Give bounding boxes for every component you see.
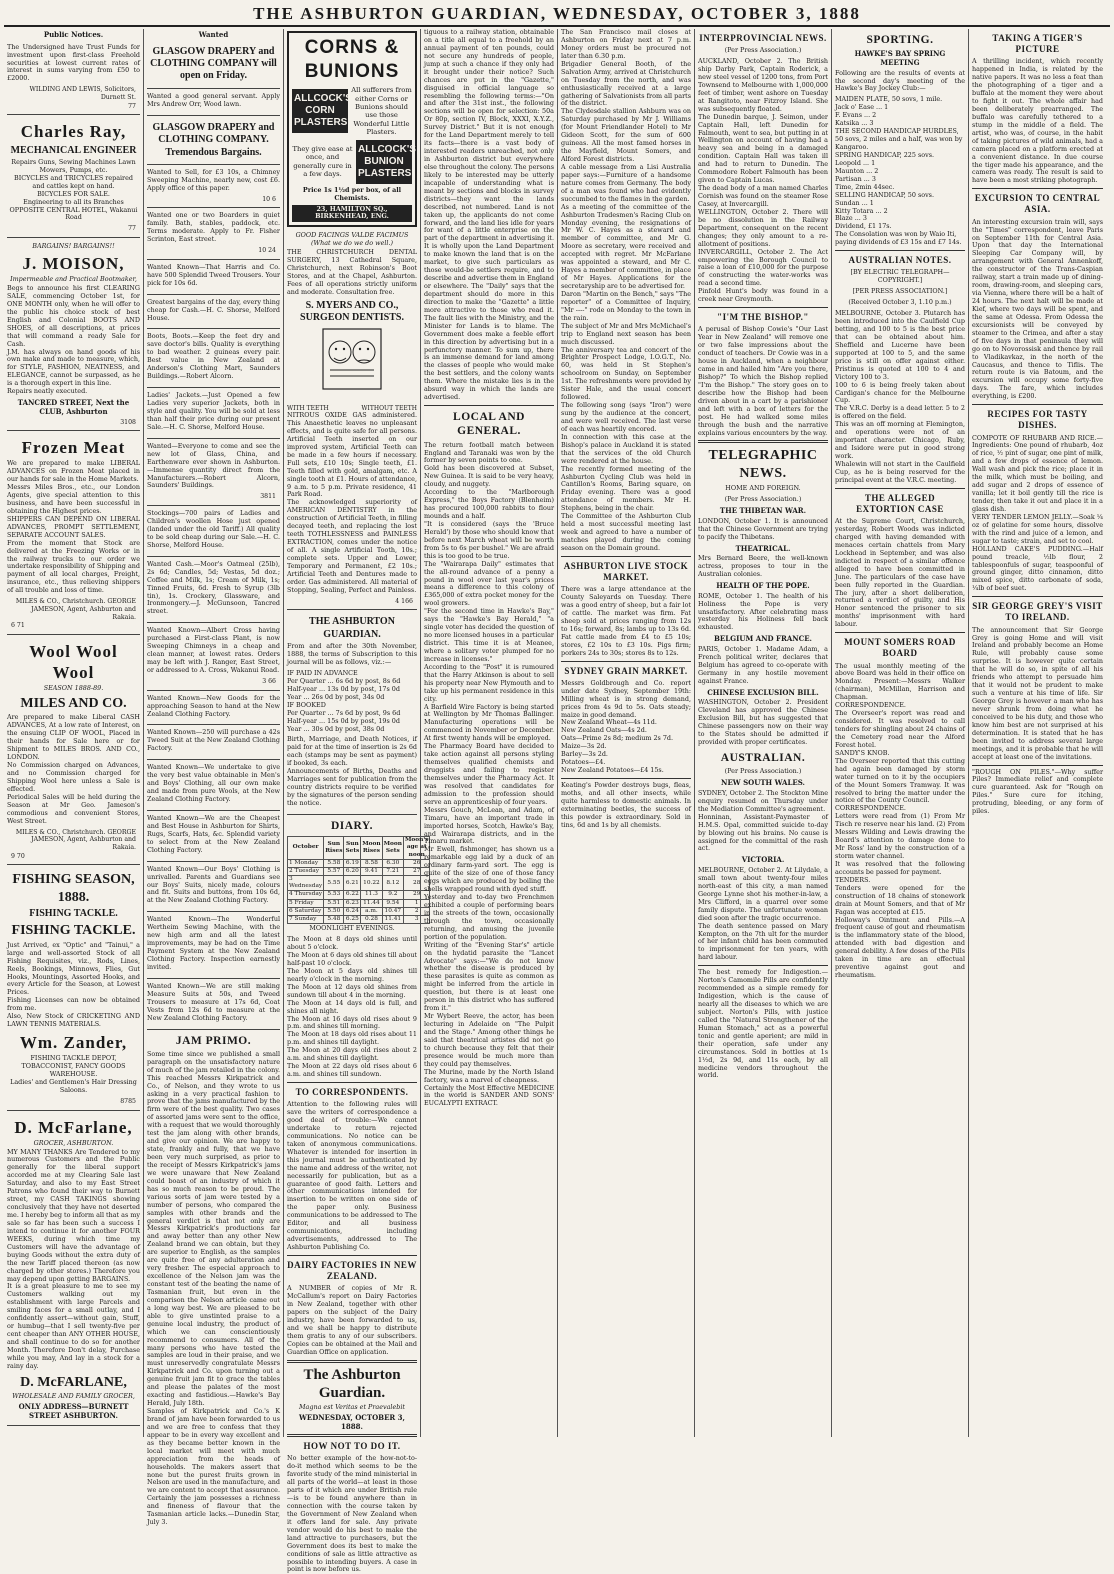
wanted-ad-5-text: Wanted one or two Boarders in quiet family. Bath, stables, paddock, etc. Terms moderate. Apply to Fr. Fisher Scrinton, East street. <box>147 211 280 244</box>
moison-name: J. MOISON, <box>22 254 125 274</box>
table-row <box>288 899 430 907</box>
paper-motto: Magna est Veritas et Praevalebit <box>299 1402 405 1411</box>
wanted-ad-13-number: 3 66 <box>262 677 276 685</box>
table-cell: 6.20 <box>345 867 359 874</box>
column-3 <box>284 29 429 1574</box>
fishing-heading-1: FISHING TACKLE. <box>29 908 118 919</box>
tiger-picture-body: A thrilling incident, which recently happened in India, is related by the native papers. It was no less a feat than the photographing of a tiger and a buffalo at the moment they were about to fight it out. The whole affair had been deliberately prearranged. The buffalo was carefully tethered to a stump in the middle of a field. The artist, who was, of course, in the habit of taking pictures of wild animals, had a camera placed on a platform erected at a convenient distance. In due course the tiger made his appearance, and the camera was ready. The result is said to have been a most striking photograph. <box>972 57 1103 185</box>
table-cell: 1 Monday <box>288 859 324 867</box>
table-cell: 5.48 <box>324 916 344 924</box>
masthead-title: THE ASHBURTON GUARDIAN, WEDNESDAY, OCTOBER 3, 1888 <box>253 4 861 23</box>
wanted-ad-7-text: Greatest bargains of the day, every thing cheap for Cash.—H. C. Shorse, Melford House. <box>147 297 280 322</box>
diary-col-header: October <box>288 837 324 860</box>
table-cell: a.m. <box>361 907 382 915</box>
mount-somers-heading: MOUNT SOMERS ROAD BOARD <box>844 637 956 659</box>
wool-firm-name: MILES AND CO. <box>20 696 127 712</box>
divider <box>835 488 965 489</box>
wanted-ad-1 <box>147 42 280 89</box>
fishing-title: FISHING SEASON, 1888. <box>12 872 135 905</box>
frozen-meat-signature: MILES & CO., Christchurch. GEORGE JAMESON, Agent, Ashburton and Rakaia. <box>15 598 136 621</box>
extortion-case-heading: THE ALLEGED EXTORTION CASE <box>856 492 944 514</box>
table-cell: 5.57 <box>324 867 344 875</box>
divider <box>835 632 965 633</box>
wanted-ad-16-text: Wanted Known—We undertake to give the very best value obtainable in Men's and Boys' Clothing, all our own make and made from pure Wools, at the New Zealand Clothing Factory. <box>147 763 280 804</box>
wanted-ad-9-text: Ladies' Jackets.—Just Opened a few Ladies very superior Jackets, both in style and quality. You will be sold at less than half their price during our present Sale.—H. C. Shorse, Melford House. <box>147 391 280 431</box>
frozen-meat-ad <box>7 433 140 635</box>
wanted-ad-14-text: Wanted Known—New Goods for the approaching Season to hand at the New Zealand Clothing Factory. <box>147 693 280 718</box>
dairy-factories-heading: DAIRY FACTORIES IN NEW ZEALAND. <box>287 1259 417 1282</box>
table-cell: 11.41 <box>382 916 403 924</box>
divider <box>287 1082 417 1083</box>
recipes-body: COMPOTE OF RHUBARB AND RICE.—Ingredients: One pound of rhubarb, 4oz of rice, ½ pint of sugar, one pint of milk, and a few drops of essence of lemon. Wall wash and pick the rice; place it in the milk, which must be boiling, and add sugar and 2 drops of essence of vanilla; let it boil gently till the rice is tender, then take it out and place it in a glass dish. VERY TENDER LEMON JELLY.—Soak ¼ oz of gelatine for some hours, dissolve with the rind and juice of a lemon, and sugar to taste; strain, and set to cool. HOLLAND CAKE'S PUDDING.—Half pound treacle, ½lb flour, 2 tablespoonfuls of sugar, teaspoonful of ground ginger, ditto cinnamon, ditto mixed spice, ditto carbonate of soda, ¼lb of beef suet. <box>972 433 1103 593</box>
wanted-ad-20 <box>147 981 280 1030</box>
local-general-heading: LOCAL AND GENERAL. <box>453 411 525 438</box>
moonlight-body: The Moon at 8 days old shines until about 5 o'clock. The Moon at 6 days old shines till about half-past 10 o'clock. The Moon at 5 days old shines till nearly o'clock in the morning. The Moon at 12 days old shines from sundown till about 4 in the morning. The Moon at 14 days old is full, and shines all night. The Moon at 16 days old rises about 9 p.m. and shines till morning. The Moon at 18 days old rises about 11 p.m. and shines till daylight. The Moon at 20 days old rises about 2 a.m. and shines till daylight. The Moon at 22 days old rises about 6 a.m. and shines till sundown. <box>287 935 417 1079</box>
table-cell: 3 Wednesday <box>289 876 323 890</box>
wanted-ad-10 <box>147 441 280 506</box>
interprovincial-body: AUCKLAND, October 2. The British ship Darby Park, Captain Roderick, a new steel vessel of 1200 tons, from Port Townsend to Melbourne with 1,000,000 feet of timber, went ashore on Tuesday at Rangitoto, near Fitzroy Island. She was subsequently floated. The Dunedin barque, J. Seimon, under Captain Hall, left Dunedin for Falmouth, went to sea, but putting in at Wellington on account of having had a heavy sea and being in a damaged condition. Captain Hall was taken ill and had to return to Dunedin. The Commodore Robert Falmouth has been given to Captain Lucas. The dead body of a man named Charles Cornish was found on the steamer Rose Casey, at Invercargill. WELLINGTON, October 2. There will be no dissolution in the Railway Department, consequent on the recent changes; they only amount to a re-allotment of positions. INVERCARGILL, October 2. The Act empowering the Borough Council to raise a loan of £10,000 for the purpose of constructing the water-works was read a second time. Pinfold Hunt's body was found in a creek near Greymouth. <box>698 57 828 304</box>
corns-address: 23, HAMILTON SQ., BIRKENHEAD, ENG. <box>292 205 412 223</box>
wanted-ad-4-number: 10 6 <box>262 195 276 203</box>
trust-funds-signature: WILDING AND LEWIS, Solicitors, Durnett St. <box>29 86 136 102</box>
subscription-title: THE ASHBURTON GUARDIAN. <box>309 616 395 640</box>
dentist-ad <box>287 229 417 610</box>
table-cell: 7.21 <box>382 867 403 875</box>
table-cell: 11.44 <box>361 899 382 907</box>
charles-ray-name: Charles Ray, <box>20 122 127 142</box>
diary-heading: DIARY. <box>330 819 374 832</box>
corns-bunions-ad <box>287 31 417 227</box>
table-cell: 9.54 <box>382 899 403 907</box>
mcfarlane-address: ONLY ADDRESS—BURNETT STREET ASHBURTON. <box>18 1402 129 1420</box>
moison-number: 3108 <box>120 418 136 426</box>
zander-name: Wm. Zander, <box>19 1033 128 1053</box>
table-cell: 3 <box>404 916 430 924</box>
table-row <box>288 859 430 867</box>
correspondents-heading: TO CORRESPONDENTS. <box>295 1087 409 1097</box>
wanted-ad-11 <box>147 508 280 557</box>
table-cell: 27 <box>404 867 430 875</box>
excursion-heading: EXCURSION TO CENTRAL ASIA. <box>974 193 1101 215</box>
mcfarlane-subtitle-2: WHOLESALE AND FAMILY GROCER, <box>12 1392 135 1401</box>
sydney-grain-body: Messrs Goldbrough and Co. report under date Sydney, September 19th: Milling wheat is in strong demand, prices from 4s 9d to 5s. Oats steady; maize in good demand. New Zealand Wheat—4s 11d. New Zealand Oats—4s 2d. Oats—Prime 2s 8d; medium 2s 7d. Maize—3s 2d. Barley—3s 2d. Potatoes—£4. New Zealand Potatoes—£4 15s. <box>561 678 691 775</box>
pope-body: ROME, October 1. The health of his Holiness the Pope is very unsatisfactory. After celebrating mass yesterday his Holiness fell back exhausted. <box>698 591 828 632</box>
newspaper-page <box>4 3 1110 1574</box>
table-cell: 6.21 <box>344 876 361 891</box>
tibet-body: LONDON, October 1. It is announced that the Chinese Government are trying to pacify the Thibetans. <box>698 516 828 541</box>
wool-season: SEASON 1888-89. <box>43 684 104 693</box>
bishop-heading: "I'M THE BISHOP." <box>717 312 809 323</box>
editorial-body: tiguous to a railway station, obtainable on a title all equal to a freehold by an annual payment of ten pounds, could not secure any hundreds of people, jump at such a chance if they only had it brought under their notice? Such chances are put in the "Gazette," disguised in official language so resembling the following terms:—"On and after the 31st inst., the following sections will be open for selection: 50a Or 80p, section IV, Block, XXXI, X.Y.Z., Survey District." But it is not enough for the Land Department merely to tell its facts—there is a vast body of interested readers unreached, not only in Ashburton district but everywhere else throughout the colony. The persons likely to be interested may be utterly incapable of understanding what is meant by sections and blocks in survey districts—they want the lands described, not numbered. Land is not taken up, the applicants do not come forward, and the land lies idle for years for want of a little enterprise on the part of the department in advertising it. It is wholly upon the Land Department to make known the land that is on the market, to give such particulars as those would-be settlers require, and to describe and advertise them in England or elsewhere. The "Daily" says that the department should do more in this direction to make the "Gazette" a little more attractive to those who read it. The fault lies with the Ministry, and the Minister for Lands is to blame. The Government does make a feeble effort in this direction by advertising but in a perfunctory manner. To sum up, there is an immense demand for land among the classes of people who would make the best settlers, and the colony wants them. Where the mistake lies is in the absurd way in which the lands are advertised. <box>424 28 554 402</box>
dairy-factories-body: A NUMBER of copies of Mr R. McCallum's report on Dairy Factories in New Zealand, together with other papers on the subject of the Dairy industry, have been forwarded to us, and we shall be happy to distribute them gratis to any of our subscribers. Copies can be obtained at the Mail and Guardian Office on application. <box>287 1284 417 1356</box>
trust-funds-ad <box>7 42 140 116</box>
australian-notes-source: [PER PRESS ASSOCIATION.] <box>852 287 948 296</box>
australian-notes-copyright: [BY ELECTRIC TELEGRAPH—COPYRIGHT.] <box>850 268 950 285</box>
paper-nameplate: The Ashburton Guardian. <box>303 1366 401 1402</box>
wanted-heading: Wanted <box>198 30 229 39</box>
divider <box>561 778 691 779</box>
table-cell: 6.30 <box>382 859 403 867</box>
wanted-ad-6 <box>147 262 280 295</box>
table-cell: 5.53 <box>324 891 344 899</box>
charles-ray-title: MECHANICAL ENGINEER <box>10 144 137 156</box>
table-cell: 1 <box>404 899 430 907</box>
masthead <box>4 3 1110 27</box>
moison-ad <box>7 240 140 431</box>
divider <box>561 661 691 662</box>
divider <box>698 307 828 308</box>
dentist-intro: THE CHRISTCHURCH DENTAL SURGERY, 13 Cathedral Square, Christchurch, next Robinson's Boot Stores, and at the Chapel, Ashburton. Fees of all operations strictly uniform and moderate. Consultation free. <box>287 248 417 296</box>
australian-notes-received: (Received October 3, 1.10 p.m.) <box>848 298 952 307</box>
mcfarlane-name-2: D. McFARLANE, <box>20 1374 127 1390</box>
trust-funds-text: The Undersigned have Trust Funds for investment upon first-class Freehold securities at lowest current rates of interest in sums varying from £50 to £2000. <box>7 42 140 83</box>
column-8 <box>969 29 1106 1437</box>
corns-row-2 <box>292 140 416 184</box>
table-cell: 29 <box>404 891 430 899</box>
tibet-heading: THE THIBETAN WAR. <box>719 506 807 516</box>
theatrical-heading: THEATRICAL. <box>735 543 791 553</box>
sydney-grain-heading: SYDNEY GRAIN MARKET. <box>564 665 688 676</box>
telegraphic-source: (Per Press Association.) <box>724 495 802 504</box>
wool-body: Are prepared to make Liberal CASH ADVANCES, At a low rate of Interest, on the ensuing CLIP OF WOOL, Placed in their hands for Sale here or for Shipment to MILES BROS. AND CO., LONDON. No Commission charged on Advances, and no Commission charged for Shipping Wool here unless a Sale is effected. Periodical Sales will be held during the Season at Mr Geo. Jameson's commodious and convenient Stores, West Street. <box>7 713 140 825</box>
wanted-ad-13 <box>147 625 280 690</box>
australian-notes-body: MELBOURNE, October 3. Plutarch has been introduced into the Caulfield Cup betting, and 100 to 5 is the best price that can be obtained about him. Sheffield and Lucerne have been supported at 100 to 5, and the same price is still on offer against either. Pristinus is quoted at 100 to 4 and Victory 100 to 3. 100 to 6 is being freely taken about Cardigan's chance for the Melbourne Cup. The V.R.C. Derby is a dead letter. 5 to 2 is offered on the field. This was an off morning at Flemington, and operations were not of an important character. Chicago, Ruby, and Isidore were put in good strong work. Whalewin will not start in the Caulfield Cup, as he is being reserved for the principal event at the V.R.C. meeting. <box>835 309 965 484</box>
divider <box>561 556 691 557</box>
table-cell: 6.24 <box>345 907 359 914</box>
frozen-meat-number: 6 71 <box>11 622 25 630</box>
divider <box>287 1360 417 1363</box>
wanted-ad-3 <box>147 118 280 165</box>
sir-george-grey-body: The announcement that Sir George Grey is going Home and will visit Ireland and probably become an Home Rule, will probably cause some surprise. It is however quite certain that he will do so, in spite of all his friends who attempt to persuade him that it would not be prudent to make such a venture at his time of life. Sir George Grey is however a man who has never shrunk from doing what he conceived to be his duty, and those who know him best are not surprised at his determination. It is stated that he has been invited to address several large meetings, and it is probable that he will accept at least one of the invitations. <box>972 625 1103 761</box>
wanted-ad-16 <box>147 762 280 811</box>
divider <box>972 596 1103 597</box>
wanted-ad-18 <box>147 864 280 913</box>
table-cell: 5.50 <box>324 907 344 915</box>
paper-date: WEDNESDAY, OCTOBER 3, 1888. <box>299 1412 405 1431</box>
telegraphic-news-heading: TELEGRAPHIC NEWS. <box>708 448 818 481</box>
correspondents-body: Attention to the following rules will save the writers of correspondence a good deal of trouble:—We cannot undertake to return rejected communications. No notice can be taken of anonymous communications. Whatever is intended for insertion in this journal must be authenticated by the name and address of the writer, not necessarily for publication, but as a guarantee of good faith. Letters and other communications intended for insertion to be written on one side of the paper only. Business communications to be addressed to The Editor, and all business communications, including advertisements, addressed to The Ashburton Publishing Co. <box>287 1100 417 1252</box>
table-cell: 9.2 <box>382 891 403 899</box>
moonlight-caption: MOONLIGHT EVENINGS. <box>309 924 395 933</box>
table-row <box>288 891 430 899</box>
table-cell: 8.12 <box>382 876 403 891</box>
wanted-ad-10-number: 3811 <box>260 493 276 501</box>
camomile-pills-ad: The best remedy for Indigestion.—Norton's Camomile Pills are confidently recommended as a simple remedy for Indigestion, which is the cause of nearly all the diseases to which we are subject. Norton's Pills, with justice called the "Natural Strengthener of the Human Stomach," act as a powerful tonic and gentle aperient; are mild in their operation, safe under any circumstances. Sold in bottles at 1s 1½d, 2s 9d, and 11s each, by all medicine vendors throughout the world. <box>698 968 828 1080</box>
subscription-body: Birth, Marriage, and Death Notices, if paid for at the time of insertion is 2s 6d each (stamps may be sent as payment) if booked, 3s each. Announcements of Births, Deaths and Marriages sent for publication from the country districts require to be verified by the signatures of the person sending the notice. <box>287 735 417 807</box>
belgium-heading: BELGIUM AND FRANCE. <box>713 634 812 644</box>
wanted-ad-14 <box>147 693 280 726</box>
public-notices-heading: Public Notices. <box>43 30 104 39</box>
telegraphic-subheading: HOME AND FOREIGN. <box>725 484 801 493</box>
mcfarlane-ad <box>7 1113 140 1427</box>
table-cell: 9.41 <box>361 867 382 875</box>
frozen-meat-title: Frozen Meat <box>21 438 126 458</box>
wanted-ad-15-text: Wanted Known—250 will purchase a 42s Tweed Suit at the New Zealand Clothing Factory. <box>147 728 280 753</box>
charles-ray-number: 77 <box>128 225 136 233</box>
how-not-to-do-it-heading: HOW NOT TO DO IT. <box>303 1441 401 1452</box>
table-cell: 10.47 <box>382 907 403 915</box>
table-cell: 6.22 <box>345 891 359 898</box>
wanted-ad-18-text: Wanted Known—Our Boys' Clothing is unrivalled. Parents and Guardians see our Boys' Suits, nicely made, colours and fit. Suits and buttons, from 10s 6d, at the New Zealand Clothing Factory. <box>147 864 280 905</box>
recipes-heading: RECIPES FOR TASTY DISHES. <box>987 409 1088 431</box>
corns-row-1 <box>292 86 412 137</box>
subscription-box <box>287 612 417 815</box>
wool-signature: MILES & CO., Christchurch. GEORGE JAMESON, Agent, Ashburton and Rakaia. <box>15 828 136 851</box>
wanted-ad-2 <box>147 91 280 116</box>
wanted-ad-15 <box>147 727 280 760</box>
wanted-ad-7 <box>147 297 280 330</box>
table-cell: 5.51 <box>324 899 344 907</box>
fishing-ad <box>7 867 140 1110</box>
bishop-body: A perusal of Bishop Cowie's "Our Last Year in New Zealand" will remove one or two false impressions about the conduct of teachers. Dr Cowie was in a house in Auckland, when a neighbour came in and hailed him "Are you there, Bishop?" To which the Bishop replied "I'm the Bishop." The story goes on to describe how the Bishop had been driven about in a cart by a parishioner and left with a box of letters for the post. He had walked some miles through the bush and the narrative explains various encounters by the way. <box>698 325 828 437</box>
column-1 <box>4 29 144 1437</box>
corn-plaster-label: ALLCOCK'S CORN PLASTERS <box>292 89 348 133</box>
wanted-ad-19-text: Wanted Known—The Wonderful Wertheim Sewing Machine, with the new high arm and all the latest improvements, may be had on the Time Payment System at the New Zealand Clothing Factory. Inspection earnestly invited. <box>147 915 280 971</box>
extortion-case-body: At the Supreme Court, Christchurch, yesterday, Robert Woods was indicted charged with having demanded with menaces certain chattels from Mary Lockhead in September, and was also indicted in respect of a similar offence alleged to have been committed in June. The particulars of the case have been fully reported in the Guardian. The jury, after a short deliberation, returned a verdict of guilty, and His Honor sentenced the prisoner to six months' imprisonment with hard labour. <box>835 517 965 629</box>
belgium-body: PARIS, October 1. Madame Adam, a French political writer, declares that Belgium has agreed to co-operate with Germany in any hostile movement against France. <box>698 645 828 685</box>
wanted-ad-4 <box>147 167 280 209</box>
wanted-ad-9 <box>147 390 280 439</box>
nsw-body: SYDNEY, October 2. The Stockton Mine enquiry resumed on Thursday under the Mediation Committee's agreement. Honninan, Assistant-Paymaster of H.M.S. Opal, committed suicide to-day by blowing out his brains. No cause is assigned for the committal of the rash act. <box>698 788 828 853</box>
diary-header-row <box>288 837 430 860</box>
dentist-name: S. MYERS AND CO., SURGEON DENTISTS. <box>300 299 404 324</box>
table-row <box>288 876 430 891</box>
table-cell: 2 Tuesday <box>288 867 324 875</box>
tiger-picture-heading: TAKING A TIGER'S PICTURE <box>992 33 1083 55</box>
column-6 <box>695 29 832 1437</box>
corns-title: CORNS & BUNIONS <box>304 37 400 82</box>
good-facings-motto: GOOD FACINGS VALDE FACIMUS (What we do we do well.) <box>295 231 409 248</box>
diary-col-header: Moon Sets <box>382 837 403 860</box>
how-not-to-do-it-body: No better example of the how-not-to-do-it method which seems to be the favorite study of the mind ministerial in all parts of the world—at least in those parts of it which are under British rule—is to be found anywhere than in connection with the course taken by the Government of New Zealand when it offers land for sale. Any private vendor would do his best to make the land attractive to purchasers, but the Government does its best to make the conditions of sale as little attractive as possible to intending buyers. A case in point is now before us. <box>287 1454 417 1574</box>
wanted-ad-11-text: Stockings—700 pairs of Ladies and Children's woollen Hose just opened (landed under the old Tariff.) All quality to be sold cheap during our Sale.—H. C. Shorse, Melford House. <box>147 509 280 549</box>
wanted-ad-12-text: Wanted Cash.—Moor's Oatmeal (25lb), 2s 6d; Candles, 5d; Vestas, 5d doz.; Coffee and Milk, 1s; Cream of Milk, 1s; Tinned Fruits, 6d. Fresh to Syrup (3lb tin), 1s. Crockery, Glassware, and Ironmongery.—J. McGunsoon, Tancred street. <box>147 559 280 616</box>
divider <box>287 1255 417 1256</box>
diary-table <box>287 836 430 924</box>
sporting-heading: SPORTING. <box>866 34 934 46</box>
wanted-ad-4-text: Wanted to Sell, for £3 10s, a Chimney Sweeping Machine, nearly new, cost £6. Apply office of this paper. <box>147 167 280 192</box>
table-cell: 6.25 <box>345 916 359 922</box>
table-cell: 5 Friday <box>288 899 324 907</box>
rough-on-piles-ad: "ROUGH ON PILES."—Why suffer Piles? Immediate relief and complete cure guaranteed. Ask for "Rough on Piles." Sure cure for itching, protruding, bleeding, or any form of piles. <box>972 767 1103 816</box>
divider <box>424 405 554 406</box>
charles-ray-body: Repairs Guns, Sewing Machines Lawn Mowers, Pumps, etc. BICYCLES and TRICYCLES repaired and cattles kept on hand. BICYCLES FOR SALE. Engineering to all its Branches OPPOSITE CENTRAL HOTEL, Wakanui Road <box>9 157 138 222</box>
theatrical-body: Mrs Bernard Beere, the well-known actress, proposes to tour in the Australian colonies. <box>698 554 828 579</box>
divider <box>698 440 828 443</box>
subscription-intro: From and after the 30th November, 1888, the terms of Subscription to this journal will be as follows, viz.:— <box>287 642 417 666</box>
moison-body: Begs to announce his first CLEARING SALE, commencing October 1st, for ONE MONTH only, when he will offer to the public his choice stock of best English and Colonial BOOTS AND SHOES, of all descriptions, at prices that will command a ready Sale for Cash. J.M. has always on hand goods of his own make and made to measure, which, for STYLE, FASHION, NEATNESS, and ELEGANCE, cannot be surpassed, as he is a thorough expert in this line. Repairs neatly executed. <box>7 284 140 396</box>
moison-address: TANCRED STREET, Next the CLUB, Ashburton <box>17 398 130 416</box>
wanted-ad-20-text: Wanted Known—We are still making Measure Suits at 50s, and Tweed Trousers to measure at 17s 6d, Coat Vests from 12s 6d to measure at the New Zealand Clothing Factory. <box>147 981 280 1022</box>
diary-col-header: Moon Rises <box>361 837 382 860</box>
australian-source: (Per Press Association.) <box>724 767 802 776</box>
moison-subtitle: Impermeable and Practical Bootmaker, <box>10 275 137 284</box>
excursion-body: An interesting excursion train will, says the "Times" correspondent, leave Paris on September 11th for Central Asia. Upon that day the International Sleeping Car Company will, by arrangement with General Annenkoff, the constructor of the Trans-Caspian railway, start a train made up of dining-room, drawing-room, and sleeping cars, via Vienna, where there will be a halt of 24 hours. The next halt will be made at Kief, where two days will be spent, and the same at Odessa. From Odessa the excursionists will be conveyed by steamer to the Crimea, and after a stay of five days in that peninsula they will go on to Novorossisk and thence by rail to Vladikavkaz, in the north of the Caucasus, and thence to Tiflis. The return route is via Batoum, and the excursion will occupy some forty-five days. The fare, which includes everything, is £200. <box>972 217 1103 401</box>
divider <box>972 188 1103 189</box>
jam-primo-body: Some time since we published a small paragraph on the unsatisfactory nature of much of the jam retailed in the colony. This reached Messrs Kirkpatrick and Co., of Nelson, and they wrote to us asking in a very practical fashion to prove that the jams manufactured by the firm were of the best quality. Two cases of assorted jams were sent to the office, with a request that we would thoroughly test the jam along with other brands, and give our opinion. We are happy to state, frankly and fully, that we have been very much surprised, as prior to the receipt of Messrs Kirkpatrick's jams we were unaware that New Zealand could boast of an industry of which it has so much reason to be proud. The various sorts of jam were tested by a number of persons, who compared the samples with other brands and the general verdict is that not only are Messrs Kirkpatrick's productions far and away better than any other New Zealand brand we can obtain, but they are superior to English, as the samples are quite free of any adulteration and very fresher. The especial approach to excellence of the Nelson jam was the constant test of the beating the name of Tasmanian fruit, but even in the comparison the Nelson article came out a long way best. We are pleased to be able to give unstinted praise to a genuine local industry, the product of which we can conscientiously recommend to consumers. All of the many persons who have tested the samples are loud in their praise, and we must unreservedly congratulate Messrs Kirkpatrick and Co. upon turning out a genuine fruit jam fit to grace the tables and please the palates of the most exacting and fastidious.—Hawke's Bay Herald, July 18th. Samples of Kirkpatrick and Co.'s K brand of jam have been forwarded to us and we are free to confess that they appear to be in every way excellent and as they became better known in the local market will meet with much appreciation from the heads of households. The makers assert that none but the purest fruits grown in Nelson are used in the manufacture, and we are content to accept that assurance. Certainly the jam possesses a richness and fineness of flavour that the Tasmanian article lacks.—Dunedin Star, July 3. <box>147 1049 280 1527</box>
wanted-ad-19 <box>147 914 280 979</box>
interprovincial-heading: INTERPROVINCIAL NEWS. <box>699 33 827 43</box>
hawkes-bay-intro: Following are the results of events at the second day's meeting of the Hawke's Bay Jockey Club:— <box>835 68 965 93</box>
divider <box>835 250 965 251</box>
corns-text-2: They give ease at once, and generally cure in a few days. <box>292 144 353 179</box>
wanted-ad-2-text: Wanted a good general servant. Apply Mrs Andrew Orr, Wood lawn. <box>147 91 280 108</box>
livestock-market-heading: ASHBURTON LIVE STOCK MARKET. <box>563 560 689 583</box>
table-cell: 26 <box>404 859 430 867</box>
table-cell: 6.19 <box>345 859 359 866</box>
wanted-ad-8 <box>147 331 280 388</box>
australian-notes-heading: AUSTRALIAN NOTES. <box>848 255 952 266</box>
table-cell: 5.58 <box>324 859 344 867</box>
wanted-ad-1-text: GLASGOW DRAPERY and CLOTHING COMPANY will open on Friday. <box>150 45 277 82</box>
keating-powder-ad: Keating's Powder destroys bugs, fleas, moths, and all other insects, while quite harmless to domestic animals. In exterminating beetles, the success of this powder is extraordinary. Sold in tins, 6d and 1s by all chemists. <box>561 781 691 829</box>
local-general-body: The return football match between England and Taranaki was won by the former by seven points to one. Gold has been discovered at Subset, New Guinea. It is said to be very heavy, cloudy, and nuggety. According to the "Marlborough Express," the Boys Factory (Blenheim) has procured 100,000 rabbits to flour mounds and a half. "It is considered (says the 'Bruce Herald') by those who should know that before next March wheat will be worth from 5s to 6s per bushel." We are afraid this is too good to be true. The "Wairarapa Daily" estimates that the all-round advance of a penny a pound in wool over last year's prices means a difference to this colony of £365,000 of extra pocket money for the wool growers. "For the second time in Hawke's Bay," says the "Hawke's Bay Herald," "a single voter has decided the question of no more licensed houses in a particular district. This time it is at Meanee, where a solitary voter plumped for no increase in licenses." According to the "Post" it is rumoured that the Harry Atkinson is about to sell his property near New Plymouth and to take up his permanent residence in this city. A Barfield Wire Factory is being started at Wellington by Mr Thomas Ballinger. Manufacturing operations will be commenced in November or December. At first twenty hands will be employed. The Pharmacy Board have decided to take action against all persons styling themselves qualified chemists and druggists and failing to register themselves under the Pharmacy Act. It was resolved that candidates for admission to the profession should serve an apprenticeship of four years. Messrs Gouch, McLean, and Adam, of Timaru, have an important trade in imported horses, Scotch, Hawke's Bay, and Wairarapa districts, and in the Timaru market. Mr Ewell, fishmonger, has shown us a remarkable egg laid by a duck of an ordinary farm-yard sort. The egg is quite of the size of one of those fancy eggs which are produced by boiling the shells wrapped round with dyed stuff. Yesterday and to-day two Frenchmen exhibited a couple of performing bears in the streets of the town, occasionally through the town, occasionally returning, and amusing the juvenile portion of the population. Writing of the "Evening Star's" article on the hydatid parasite the "Lancet Advocate" says:—"We do not know whether the disease is produced by these parasites is quite as common as might be inferred from the article in question, but there is at least one person in this district who has suffered from it." Mr Wybert Reeve, the actor, has been lecturing in Adelaide on "The Pulpit and the Stage." Among other things he said that theatrical artistes did not go to church because they felt that their presence would be much more than they could pay themselves. The Murine, made by the North Island factory, was a marvel of cheapness. Certainly the Most Effective MEDICINE in the world is SANDER AND SONS' EUCALYPTI EXTRACT. <box>424 440 554 1108</box>
table-row <box>288 867 430 875</box>
wanted-ad-12 <box>147 559 280 624</box>
fishing-body: Just Arrived, ex "Optic" and "Tainui," a large and well-assorted Stock of all Fishing Requisites, viz., Rods, Lines, Reels, Bookings, Minnows, Flies, Gut Hooks, Mountings, Assorted Hooks, and every Article for the Season, at Lowest Prices. Fishing Licenses can now be obtained from me. Also, New Stock of CRICKETING AND LAWN TENNIS MATERIALS. <box>7 940 140 1029</box>
corns-price: Price 1s 1½d per box, of all Chemists. <box>302 185 402 202</box>
hawkes-bay-results: MAIDEN PLATE, 50 sovs, 1 mile. Jack o' Ease ... 1 F. Evans ... 2 Katsika ... 3 THE SECOND HANDICAP HURDLES, 50 sovs, 2 miles and a half, was won by Kangaroo. SPRING HANDICAP, 225 sovs. Leopold ... 1 Maunton ... 2 Partisan ... 3 Time, 2min 44sec. SELLING HANDICAP, 50 sovs. Sundan ... 1 Kitty Totara ... 2 Blaze ... 3 Dividend, £1 17s. The Consolation was won by Waio Iti, paying dividends of £3 15s and £7 14s. <box>835 95 963 247</box>
mcfarlane-subtitle: GROCER, ASHBURTON. <box>33 1138 114 1147</box>
diary-col-header: Sun Rises <box>324 837 344 860</box>
victoria-heading: VICTORIA. <box>741 855 785 865</box>
charles-ray-ad <box>7 117 140 238</box>
wanted-ad-8-text: Boots, Boots.—Keep the feet dry and save doctor's bills. Quality is everything to bad weather. 2 guineas every pair. Best value in New Zealand at Anderson's Clothing Mart, Saunders Buildings.—Robert Alcorn. <box>147 332 280 381</box>
interprovincial-source: (Per Press Association.) <box>724 46 802 55</box>
wanted-ad-5 <box>147 210 280 259</box>
subscription-rates: IF PAID IN ADVANCE Per Quarter ... 6s 6d by post, 8s 6d Half-year ... 13s 0d by post, 17s 0d Year ... 26s 0d by post, 34s 0d IF BOOKED Per Quarter ... 7s 6d by post, 9s 6d Half-year ... 15s 0d by post, 19s 0d Year ... 30s 0d by post, 38s 0d <box>287 668 401 733</box>
pope-heading: HEALTH OF THE POPE. <box>716 581 810 590</box>
table-cell: 2 <box>404 907 430 915</box>
victoria-body: MELBOURNE, October 2. At Lilydale, a small town about twenty-four miles north-east of this city, a man named George Lynne shot his mother-in-law, a Mrs Clifford, in a quarrel over some family dispute. The unfortunate woman died soon after the tragic occurrence. The death sentence passed on Mary Kempton, on the 7th ult for the murder of her infant child has been commuted to imprisonment for ten years, with hard labour. <box>698 866 828 962</box>
wanted-ad-13-text: Wanted Known—Albert Cross having purchased a First-class Plant, is now Sweeping Chimneys in a cheap and clean manner, at lowest rates. Orders may be left with J. Ranger, East Street, or addressed to A. Cross, Wakanui Road. <box>147 626 280 675</box>
wool-number: 9 70 <box>11 852 25 860</box>
column-2 <box>144 29 284 1527</box>
moison-kicker: BARGAINS! BARGAINS!! <box>32 242 115 251</box>
zander-number: 8785 <box>120 1097 136 1105</box>
mcfarlane-body: MY MANY THANKS Are Tendered to my numerous Customers and the Public generally for the liberal support accorded me at my Clearing Sale last Saturday, and also to my East Street Patrons who found their way to Burnett street, my CASH TAKINGS showing conclusively that they have not deserted me. I hereby beg to inform all that as my sale so far has been such a success I intend to continue it for another FOUR WEEKS, during which time my Customers will have the advantage of buying Goods without the extra duty of the new Tariff placed thereon (as now charged by other stores.) Therefore you may depend upon getting BARGAINS. It is a great pleasure to me to see my Customers walking out my establishment with large Parcels and smiling faces for a small outlay, and I confidently assert—without gain, Stuff, or humbug—that I sell twenty-five per cent cheaper than ANY OTHER HOUSE, and shall continue to do so for another Month. Therefore Don't delay, Purchase while you may, And lay in a stock for a rainy day. <box>7 1147 140 1370</box>
wanted-ad-6-text: Wanted Known—That Harris and Co. have 500 Splendid Tweed Trousers. Your pick for 10s 6d. <box>147 262 280 287</box>
table-cell: 11.3 <box>361 891 382 899</box>
wanted-ad-5-number: 10 24 <box>258 247 276 255</box>
dentist-faces-illustration <box>322 328 382 402</box>
nsw-heading: NEW SOUTH WALES. <box>721 778 805 788</box>
table-cell: 7 Sunday <box>288 916 324 924</box>
wool-ad <box>7 637 140 865</box>
table-cell: 6 Saturday <box>288 907 324 915</box>
table-row <box>288 916 430 924</box>
diary-col-header: Sun Sets <box>344 837 361 860</box>
divider <box>287 1434 417 1437</box>
with-teeth-caption: WITH TEETH <box>287 404 329 412</box>
table-cell: 4 Thursday <box>289 891 323 898</box>
zander-body: FISHING TACKLE DEPOT, TOBACCONIST, FANCY GOODS WAREHOUSE. Ladies' and Gentlemen's Hair Dressing Saloons. <box>10 1054 137 1094</box>
trust-funds-number: 77 <box>128 102 136 110</box>
bunion-plaster-label: ALLCOCK'S BUNION PLASTERS <box>356 140 412 184</box>
dentist-body: NITROUS OXIDE GAS administered. This Anaesthetic leaves no unpleasant effects, and is quite safe for all persons. Artificial Teeth inserted on our improved system, Artificial Teeth can be made in a few hours if necessary. Full sets, £10 10s; Single teeth, £1. Teeth filled with gold, amalgam, etc. A single tooth at £1. Hours of attendance, 9 a.m. to 5 p.m. Private residence, 41 Park Road. The acknowledged superiority of AMERICAN DENTISTRY in the construction of Artificial Teeth, in filling decayed teeth, and replacing the lost teeth TOTHLESSNESS and PAINLESS EXTRACTION, comes under the notice of all. A single Artificial Tooth, 10s.; complete sets. Upper and Lower, Temporary and Permanent, £2 10s.; Artificial Teeth and Dentures made to order. Gas administered. All material of Stopping, Sealing, Perfect and Painless. <box>287 411 417 594</box>
wanted-ad-3-text: GLASGOW DRAPERY and CLOTHING COMPANY. Tremendous Bargains. <box>152 121 275 158</box>
hawkes-bay-heading: HAWKE'S BAY SPRING MEETING <box>854 49 946 67</box>
diary-col-header: Moon's age at noon <box>405 837 429 858</box>
table-cell: 10.22 <box>361 876 382 891</box>
table-cell: 5.55 <box>324 876 344 891</box>
without-teeth-caption: WITHOUT TEETH <box>361 404 417 412</box>
chinese-exclusion-body: WASHINGTON, October 2. President Cleveland has approved the Chinese Exclusion Bill, but has suggested that Chinese passengers now on their way to the States should be admitted if provided with proper certificates. <box>698 698 828 747</box>
australian-heading: AUSTRALIAN. <box>720 752 806 765</box>
wanted-ad-17 <box>147 813 280 862</box>
divider <box>698 965 828 966</box>
column-5 <box>558 29 695 1437</box>
wanted-ad-17-text: Wanted Known—We are the Cheapest and Best House in Ashburton for Shirts, Rugs, Scarfs, Hats, &c. Splendid variety to select from at the New Zealand Clothing Factory. <box>147 813 280 854</box>
chinese-exclusion-heading: CHINESE EXCLUSION BILL. <box>707 687 819 697</box>
columns <box>4 28 1110 1574</box>
sir-george-grey-heading: SIR GEORGE GREY'S VISIT TO IRELAND. <box>972 601 1103 623</box>
frozen-meat-body: We are prepared to make LIBERAL ADVANCES on Frozen Meat placed in our hands for sale in the Home Markets. Messrs Miles Bros., etc., our London Agents, give special attention to this business, and have been successful in obtaining the Highest prices. SHIPPERS CAN DEPEND ON LIBERAL ADVANCES, PROMPT SETTLEMENT, SEPARATE ACCOUNT SALES. From the moment that Stock are delivered at the Freezing Works or in the railway trucks to our order we undertake responsibility of Shipping and payment of all local charges, Freight, insurance, etc., thus relieving shippers of all trouble and loss of time. <box>7 459 140 595</box>
dentist-number: 4 166 <box>395 597 413 605</box>
fishing-heading-2: FISHING TACKLE. <box>11 923 136 939</box>
column-4 <box>421 29 558 1437</box>
jam-primo-heading: JAM PRIMO. <box>175 1034 252 1047</box>
mcfarlane-name: D. McFarlane, <box>14 1117 133 1137</box>
local-news-continued: The San Francisco mail closes at Ashburton on Friday next at 7 p.m. Money orders must be procured not later than 6.30 p.m. Brigadier General Booth, of the Salvation Army, arrived at Christchurch on Tuesday from the north, and was enthusiastically received at a large gathering of Salvationists from all parts of the district. The Clydesdale stallion Ashburn was on Saturday purchased by Mr J. Williams (for Mount Friendlander Hotel) to Mr Gideon Scott, for the sum of 600 guineas. All the most famed horses in the Mayfield, Mount Somers, and Alford Forest districts. A cable message from a Lisi Australia paper says:—Furniture of a handsome nature comes from Germany. The body of a man was found who had evidently succumbed to the flames in the garden. As a meeting of the committee of the Ashburton Tradesmen's Racing Club on Monday evening, the resignations of Mr W. C. Hayes as a steward and member of committee, and Mr G. Moore as secretary, were received and accepted with regret. Mr McFarlane was appointed a steward, and Mr C. Hayes a member of committee, in place of Mr Hayes. Applications for the secretaryship are to be advertised for. Daron "Martin on the Bench," says "The reporter" of a Committee of Inquiry, "Mr ----" rode on Monday to the town in the rain. The subject of Mr and Mrs McMichael's trip to England next season has been much discussed. The anniversary tea and concert of the Brighter Prospect Lodge, I.O.G.T., No. 60, was held in St Stephen's schoolroom on Sunday, on September 1st. The refreshments were provided by Sister Hale, and the usual concert followed. The following song (says "Iron") were sung by the audience at the concert, and were well received. The last verse of each was heartily encored. In connection with this case at the Bishop's palace in Auckland it is stated that the services of the old Church were rendered at the house. The recently formed meeting of the Ashburton Cycling Club was held in Cantillon's Rooms, Baring square, on Friday evening. There was a good attendance of members. Mr H. Stephens, being in the chair. The Committee of the Ashburton Club held a most successful meeting last week and agreed to have a number of matches played during the coming season on the Domain ground. <box>561 28 691 552</box>
corns-text-1: All sufferers from either Corns or Bunions should use those Wonderful Little Plasters. <box>351 86 412 137</box>
wanted-ad-10-text: Wanted—Everyone to come and see the new lot of Glass, China, and Earthenware ever shown in Ashburton.—Immense quantity direct from the Manufacturers.—Robert Alcorn, Saunders' Buildings. <box>147 441 280 490</box>
table-cell: 8.58 <box>361 859 382 867</box>
table-cell: 28 <box>404 876 430 891</box>
wool-title: Wool Wool Wool <box>29 641 118 683</box>
divider <box>972 404 1103 405</box>
table-row <box>288 907 430 915</box>
table-cell: 0.28 <box>361 916 382 924</box>
livestock-market-body: There was a large attendance at the County Saleyards on Tuesday. There was a good entry of sheep, but a fair lot of cattle. The market was firm. Fat sheep sold at prices ranging from 12s to 16s; forward, 8s; lambs up to 13s 6d. Fat cattle made from £4 to £5 10s; stores, £2 10s to £3 10s. Pigs firm; porkers 24s to 30s; stores 8s to 12s. <box>561 585 691 657</box>
mount-somers-body: The usual monthly meeting of the above Board was held in their office on Monday. Present:—Messrs Walker (chairman), McMillan, Harrison and Chapman. CORRESPONDENCE. The Overseer's report was read and considered. It was resolved to call tenders for shingling about 24 chains of the Cemetery road near the Alford Forest hotel. SANDY'S KNOB. The Overseer reported that this cutting had again been damaged by storm water turned on to it by the occupiers of the Mount Somers Tramway. It was resolved to bring the matter under the notice of the County Council. CORRESPONDENCE. Letters were read from (1) From Mr Tisch re reserve near his land. (2) From Messrs Wilding and Lewis drawing the Board's attention to damage done to Mr Ross' land by the construction of a storm water channel. It was resolved that the following accounts be passed for payment. TENDERS. Tenders were opened for the construction of 18 chains of stonework drain at Mount Somers, and that of Mr Fagan was accepted at £15. Holloway's Ointment and Pills.—A frequent cause of gout and rheumatism is the inflammatory state of the blood, attended with bad digestion and general debility. A few doses of the Pills taken in time are an effectual preventive against gout and rheumatism. <box>835 661 965 980</box>
table-cell: 6.23 <box>345 899 359 906</box>
divider <box>972 765 1103 766</box>
column-7 <box>832 29 969 1437</box>
